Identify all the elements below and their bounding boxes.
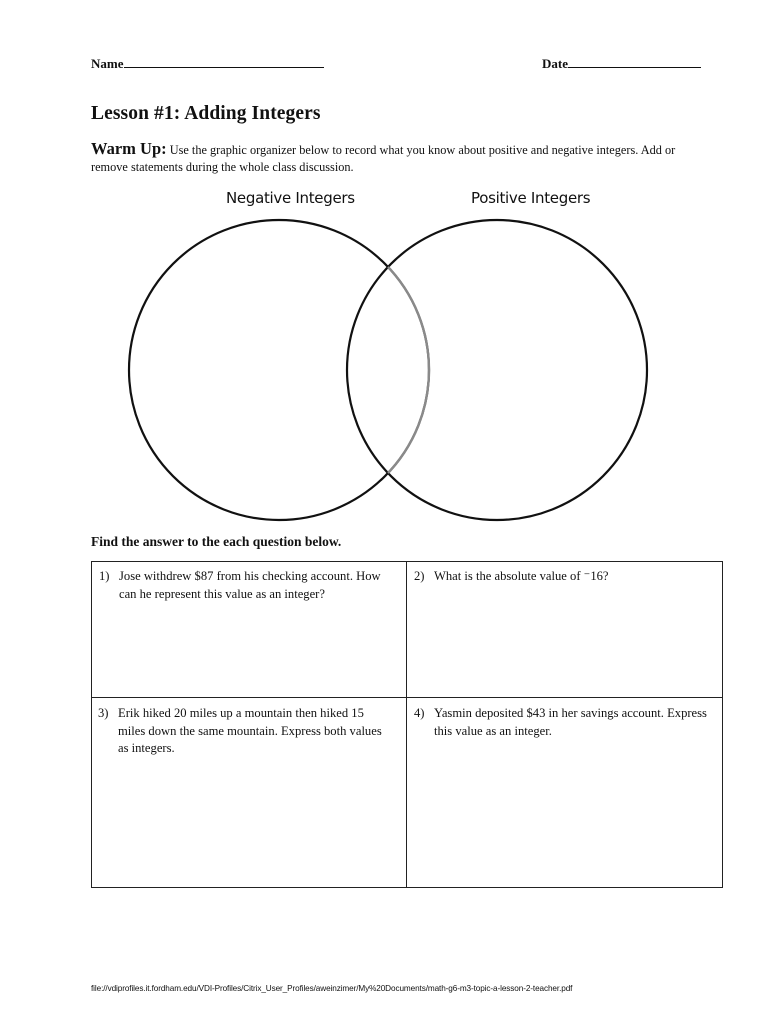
question-number: 2) bbox=[414, 569, 425, 583]
question-number: 4) bbox=[414, 706, 425, 720]
footer-file-path: file://vdiprofiles.it.fordham.edu/VDI-Profiles/Citrix_User_Profiles/aweinzimer/My%20Documents/math-g6-m3-topic-a-lesson-2-teacher.pdf bbox=[91, 984, 573, 993]
question-number: 3) bbox=[98, 706, 109, 720]
question-4 bbox=[414, 705, 714, 740]
warm-up bbox=[91, 140, 711, 176]
date-field bbox=[542, 56, 701, 72]
lesson-title: Lesson #1: Adding Integers bbox=[91, 103, 321, 124]
table-divider-horizontal bbox=[91, 697, 723, 698]
question-text: Erik hiked 20 miles up a mountain then hiked 15 miles down the same mountain. Express both values as integers. bbox=[118, 706, 382, 755]
question-1 bbox=[99, 568, 399, 603]
name-field bbox=[91, 56, 324, 72]
venn-right-title: Positive Integers bbox=[471, 189, 591, 207]
warm-up-text: Use the graphic organizer below to record what you know about positive and negative integers. Add or remove statements during the whole class discussion. bbox=[91, 143, 676, 174]
name-label: Name bbox=[91, 56, 124, 71]
question-text: Yasmin deposited $43 in her savings account. Express this value as an integer. bbox=[434, 706, 707, 738]
venn-left-circle bbox=[129, 220, 429, 520]
question-text: What is the absolute value of ⁻16? bbox=[434, 569, 609, 583]
date-label: Date bbox=[542, 56, 568, 71]
venn-overlap-arc bbox=[129, 220, 429, 520]
warm-up-label: Warm Up: bbox=[91, 139, 167, 158]
date-blank bbox=[568, 56, 701, 68]
question-3 bbox=[98, 705, 390, 758]
table-divider-vertical bbox=[406, 561, 407, 888]
venn-left-title: Negative Integers bbox=[226, 189, 355, 207]
question-number: 1) bbox=[99, 569, 110, 583]
venn-right-circle bbox=[347, 220, 647, 520]
name-blank bbox=[124, 56, 324, 68]
question-text: Jose withdrew $87 from his checking account. How can he represent this value as an integer? bbox=[119, 569, 381, 601]
question-2 bbox=[414, 568, 714, 586]
instructions: Find the answer to the each question below. bbox=[91, 534, 342, 549]
